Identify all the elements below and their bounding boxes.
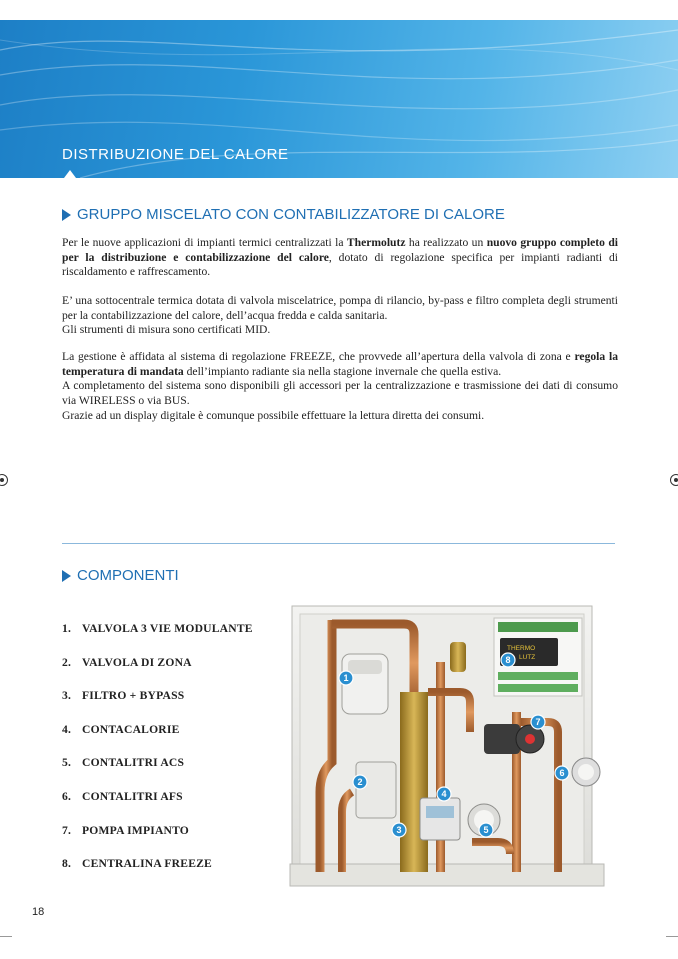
display-text-1: THERMO <box>507 645 536 652</box>
product-photo <box>286 602 614 892</box>
item-number: 5. <box>62 756 72 770</box>
display-text-2: LUTZ <box>519 654 536 661</box>
item-label: CONTACALORIE <box>82 722 180 736</box>
brand-name: Thermolutz <box>346 236 406 249</box>
section-title-gruppo <box>62 206 505 223</box>
item-label: CENTRALINA FREEZE <box>82 857 212 871</box>
text-line: A completamento del sistema sono disponibili gli accessori per la centralizzazione e trasmissione dei dati di consumo via WIRELESS o via BUS. <box>62 379 618 408</box>
list-item <box>62 723 253 757</box>
text-line: Gli strumenti di misura sono certificati MID. <box>62 323 271 337</box>
text-line <box>62 350 618 379</box>
marker-label: 3 <box>396 825 402 835</box>
item-label: FILTRO + BYPASS <box>82 689 185 703</box>
registration-mark-icon <box>670 474 678 486</box>
list-item <box>62 857 253 891</box>
item-number: 7. <box>62 823 72 837</box>
list-item <box>62 656 253 690</box>
marker-label: 6 <box>559 768 565 778</box>
item-number: 8. <box>62 857 72 871</box>
banner-title: DISTRIBUZIONE DEL CALORE <box>62 146 289 163</box>
item-number: 1. <box>62 622 72 635</box>
text-span: , dotato di regolazione specifica per impianti radianti di riscaldamento e raffrescamento. <box>62 250 618 279</box>
description-paragraph <box>62 294 618 338</box>
bold-text: nuovo gruppo completo di per la distribuzione e contabilizzazione del calore <box>62 236 618 264</box>
list-item <box>62 824 253 858</box>
text-span: Per le nuove applicazioni di impianti termici centralizzati la <box>62 236 347 249</box>
marker-label: 8 <box>505 655 511 665</box>
item-number: 4. <box>62 722 72 736</box>
banner-notch <box>64 170 76 178</box>
text-line: Grazie ad un display digitale è comunque possibile effettuare la lettura diretta dei consumi. <box>62 408 485 422</box>
item-label: CONTALITRI AFS <box>82 789 183 803</box>
item-number: 3. <box>62 689 72 703</box>
list-item <box>62 622 253 656</box>
triangle-bullet-icon <box>62 570 71 582</box>
section-title-text: COMPONENTI <box>77 567 179 584</box>
marker-label: 7 <box>535 717 541 727</box>
registration-mark-icon <box>0 474 8 486</box>
bold-text: regola la temperatura di mandata <box>62 350 618 378</box>
list-item <box>62 790 253 824</box>
text-line: E’ una sottocentrale termica dotata di valvola miscelatrice, pompa di rilancio, by-pass e filtro completa degli strumenti per la contabilizzazione del calore, dell’acqua fredda e calda sanitaria. <box>62 294 618 322</box>
text-span: dell’impianto radiante sia nella stagione invernale che quella estiva. <box>183 364 502 378</box>
triangle-bullet-icon <box>62 209 71 221</box>
marker-label: 5 <box>483 825 489 835</box>
item-label: VALVOLA 3 VIE MODULANTE <box>82 622 253 635</box>
item-label: CONTALITRI ACS <box>82 756 185 770</box>
marker-label: 4 <box>441 789 447 799</box>
item-label: VALVOLA DI ZONA <box>82 655 192 669</box>
intro-paragraph <box>62 236 618 280</box>
section-title-componenti <box>62 567 179 584</box>
list-item <box>62 756 253 790</box>
section-divider <box>62 543 615 544</box>
text-span: La gestione è affidata al sistema di regolazione FREEZE, che provvede all’apertura della valvola di zona e <box>62 350 575 363</box>
header-banner <box>0 20 678 178</box>
item-number: 2. <box>62 655 72 669</box>
crop-mark <box>0 936 12 937</box>
marker-label: 2 <box>357 777 363 787</box>
crop-mark <box>666 936 678 937</box>
management-paragraph <box>62 350 618 424</box>
marker-label: 1 <box>343 673 349 683</box>
item-label: POMPA IMPIANTO <box>82 823 190 837</box>
components-list <box>62 622 253 891</box>
item-number: 6. <box>62 789 72 803</box>
section-title-text: GRUPPO MISCELATO CON CONTABILIZZATORE DI CALORE <box>77 206 505 223</box>
text-span: ha realizzato un <box>405 236 487 249</box>
list-item <box>62 689 253 723</box>
page-number: 18 <box>32 906 45 918</box>
